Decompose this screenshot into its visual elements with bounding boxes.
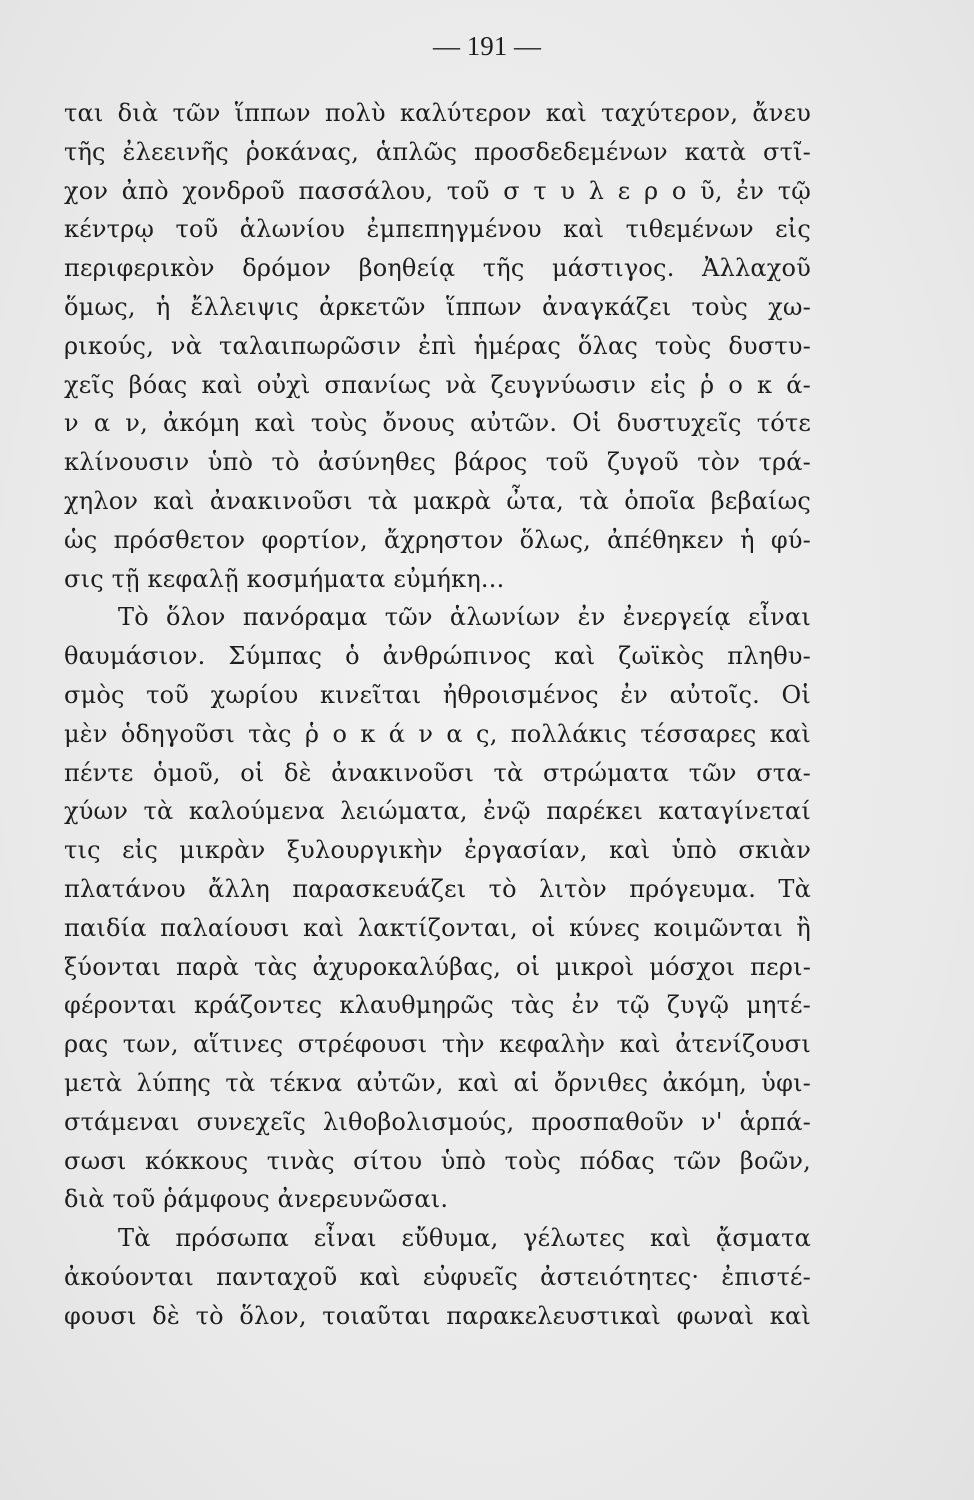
text-line: σμὸς τοῦ χωρίου κινεῖται ἠθροισμένος ἐν αὐτοῖς. Οἱ	[64, 680, 811, 709]
text-line: μετὰ λύπης τὰ τέκνα αὐτῶν, καὶ αἱ ὄρνιθες ἀκόμη, ὑφι-	[64, 1068, 811, 1097]
paragraph-end-line: διὰ τοῦ ῥάμφους ἀνερευνῶσαι.	[64, 1185, 449, 1214]
text-line: ξύονται παρὰ τὰς ἀχυροκαλύβας, οἱ μικροὶ μόσχοι περι-	[64, 952, 811, 981]
text-line: ρικούς, νὰ ταλαιπωρῶσιν ἐπὶ ἡμέρας ὅλας τοὺς δυστυ-	[64, 331, 811, 360]
text-line: κέντρῳ τοῦ ἁλωνίου ἐμπεπηγμένου καὶ τιθεμένων εἰς	[64, 215, 811, 244]
text-line: χεῖς βόας καὶ οὐχὶ σπανίως νὰ ζευγνύωσιν εἰς ῥ ο κ ά-	[64, 370, 811, 399]
paragraph-start-line: Τὰ πρόσωπα εἶναι εὔθυμα, γέλωτες καὶ ᾄσματα	[118, 1224, 811, 1253]
text-line: κλίνουσιν ὑπὸ τὸ ἀσύνηθες βάρος τοῦ ζυγοῦ τὸν τρά-	[64, 448, 811, 477]
text-line: ρας των, αἵτινες στρέφουσι τὴν κεφαλὴν καὶ ἀτενίζουσι	[64, 1030, 811, 1059]
text-line: περιφερικὸν δρόμον βοηθείᾳ τῆς μάστιγος. Ἀλλαχοῦ	[64, 254, 811, 283]
text-line: πλατάνου ἄλλη παρασκευάζει τὸ λιτὸν πρόγευμα. Τὰ	[64, 874, 811, 903]
text-line: ἀκούονται πανταχοῦ καὶ εὐφυεῖς ἀστειότητες· ἐπιστέ-	[64, 1262, 811, 1291]
text-line: μὲν ὁδηγοῦσι τὰς ῥ ο κ ά ν α ς, πολλάκις τέσσαρες καὶ	[64, 719, 811, 748]
text-line: τῆς ἐλεεινῆς ῥοκάνας, ἁπλῶς προσδεδεμένων κατὰ στῖ-	[64, 137, 811, 166]
body-text	[64, 94, 811, 1336]
text-line: φέρονται κράζοντες κλαυθμηρῶς τὰς ἐν τῷ ζυγῷ μητέ-	[64, 991, 811, 1020]
text-line: ὡς πρόσθετον φορτίον, ἄχρηστον ὅλως, ἀπέθηκεν ἡ φύ-	[64, 525, 811, 554]
text-line: πέντε ὁμοῦ, οἱ δὲ ἀνακινοῦσι τὰ στρώματα τῶν στα-	[64, 758, 811, 787]
text-line: ὅμως, ἡ ἔλλειψις ἀρκετῶν ἵππων ἀναγκάζει τοὺς χω-	[64, 292, 811, 321]
paragraph-start-line: Τὸ ὅλον πανόραμα τῶν ἁλωνίων ἐν ἐνεργείᾳ εἶναι	[118, 603, 811, 632]
text-line: χον ἀπὸ χονδροῦ πασσάλου, τοῦ σ τ υ λ ε ρ ο ῦ, ἐν τῷ	[64, 176, 811, 205]
text-line: φουσι δὲ τὸ ὅλον, τοιαῦται παρακελευστικαὶ φωναὶ καὶ	[64, 1301, 811, 1330]
text-line: θαυμάσιον. Σύμπας ὁ ἀνθρώπινος καὶ ζωϊκὸς πληθυ-	[64, 642, 811, 671]
text-line: παιδία παλαίουσι καὶ λακτίζονται, οἱ κύνες κοιμῶνται ἢ	[64, 913, 811, 942]
page-number: — 191 —	[433, 31, 541, 61]
text-line: τις εἰς μικρὰν ξυλουργικὴν ἐργασίαν, καὶ ὑπὸ σκιὰν	[64, 836, 811, 865]
text-line: χύων τὰ καλούμενα λειώματα, ἐνῷ παρέκει καταγίνεταί	[64, 797, 811, 826]
text-line: ται διὰ τῶν ἵππων πολὺ καλύτερον καὶ ταχύτερον, ἄνευ	[64, 99, 811, 127]
text-line: χηλον καὶ ἀνακινοῦσι τὰ μακρὰ ὦτα, τὰ ὁποῖα βεβαίως	[64, 486, 811, 515]
text-line: στάμεναι συνεχεῖς λιθοβολισμούς, προσπαθοῦν ν' ἁρπά-	[64, 1107, 811, 1136]
text-line: σωσι κόκκους τινὰς σίτου ὑπὸ τοὺς πόδας τῶν βοῶν,	[64, 1146, 811, 1175]
text-line: ν α ν, ἀκόμη καὶ τοὺς ὄνους αὐτῶν. Οἱ δυστυχεῖς τότε	[64, 409, 811, 438]
paragraph-end-line: σις τῇ κεφαλῇ κοσμήματα εὐμήκη...	[64, 564, 505, 593]
